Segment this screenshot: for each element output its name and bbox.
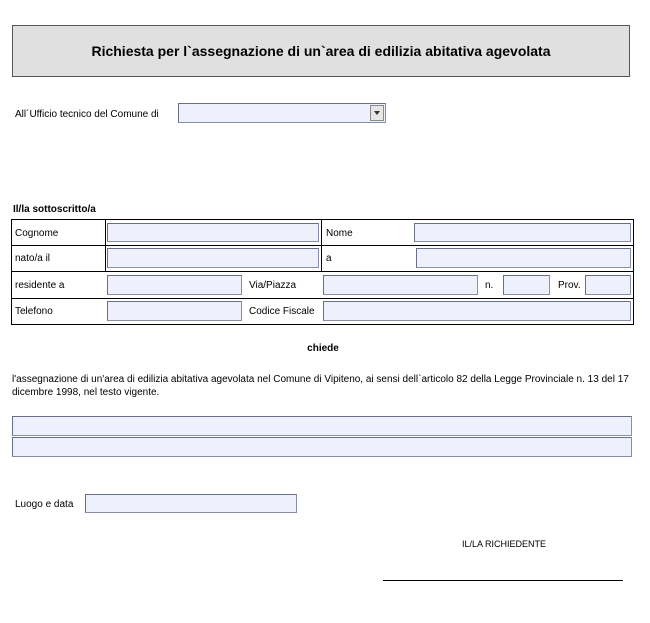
table-divider: [321, 219, 322, 271]
dropdown-button[interactable]: [370, 105, 384, 121]
notes-field-2[interactable]: [12, 437, 632, 457]
numero-field[interactable]: [503, 275, 550, 295]
luogo-nascita-label: a: [326, 253, 332, 264]
form-title: [12, 25, 630, 77]
luogo-data-label: Luogo e data: [15, 499, 74, 510]
nome-field[interactable]: [414, 223, 631, 242]
telefono-field[interactable]: [107, 301, 242, 321]
notes-field-1[interactable]: [12, 416, 632, 436]
chevron-down-icon: [374, 111, 380, 115]
nato-label: nato/a il: [15, 253, 51, 264]
signature-line: [383, 580, 623, 581]
nato-il-field[interactable]: [107, 248, 319, 268]
luogo-data-field[interactable]: [85, 494, 297, 513]
prov-field[interactable]: [585, 275, 631, 295]
numero-label: n.: [485, 280, 494, 291]
codice-fiscale-label: Codice Fiscale: [249, 306, 315, 317]
nome-label: Nome: [326, 228, 353, 239]
luogo-nascita-field[interactable]: [416, 248, 631, 268]
via-label: Via/Piazza: [249, 280, 297, 291]
office-label: All´Ufficio tecnico del Comune di: [15, 109, 159, 120]
codice-fiscale-field[interactable]: [323, 301, 631, 321]
section-label: Il/la sottoscritto/a: [13, 204, 96, 215]
prov-label: Prov.: [558, 280, 581, 291]
table-divider: [105, 219, 106, 271]
chiede-heading: chiede: [307, 343, 339, 354]
telefono-label: Telefono: [15, 306, 53, 317]
form-title-text: Richiesta per l`assegnazione di un`area di edilizia abitativa agevolata: [91, 43, 551, 59]
via-field[interactable]: [323, 275, 478, 295]
request-text: l'assegnazione di un'area di edilizia abitativa agevolata nel Comune di Vipiteno, ai sensi dell`articolo 82 della Legge Provinciale n. 13 del 17 dicembre 1998, nel testo vigente.: [12, 374, 629, 398]
cognome-label: Cognome: [15, 228, 59, 239]
residente-field[interactable]: [107, 275, 242, 295]
table-divider: [11, 298, 634, 299]
cognome-field[interactable]: [107, 223, 319, 242]
table-divider: [11, 271, 634, 272]
residente-label: residente a: [15, 280, 65, 291]
signature-label: IL/LA RICHIEDENTE: [462, 539, 547, 549]
office-select[interactable]: [178, 103, 386, 123]
